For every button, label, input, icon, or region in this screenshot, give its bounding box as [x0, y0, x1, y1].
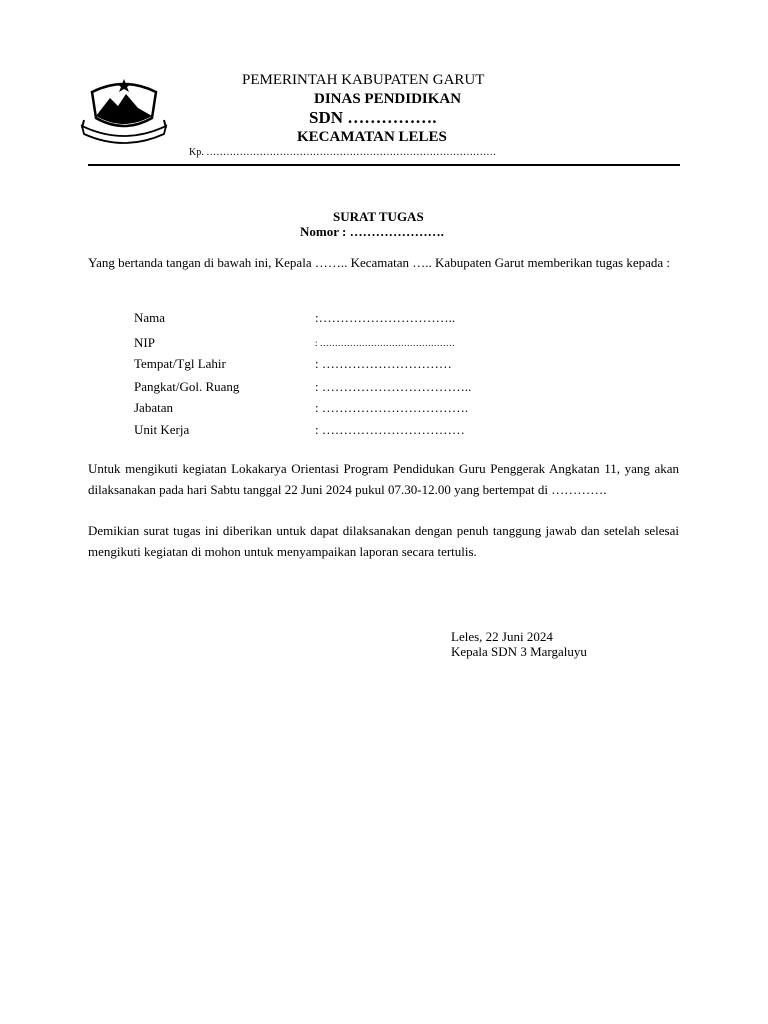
field-label-jabatan: Jabatan	[134, 400, 173, 415]
body-paragraph-closing: Demikian surat tugas ini diberikan untuk dapat dilaksanakan dengan penuh tanggung jawab dan setelah selesai mengikuti kegiatan di mohon untuk menyampaikan laporan secara tertulis.	[88, 523, 679, 559]
letter-number: Nomor : ………………….	[300, 224, 444, 239]
header-department-name: DINAS PENDIDIKAN	[314, 91, 462, 107]
garut-emblem-icon	[80, 74, 168, 150]
header-district-name: KECAMATAN LELES	[297, 129, 447, 145]
field-value-pangkat: : ……………………………..	[315, 379, 472, 394]
field-label-nip: NIP	[134, 335, 155, 350]
signature-place-date: Leles, 22 Juni 2024	[451, 629, 553, 644]
field-label-nama: Nama	[134, 310, 166, 325]
body-paragraph-activity: Untuk mengikuti kegiatan Lokakarya Orientasi Program Pendidukan Guru Penggerak Angkatan 11, yang akan dilaksanakan pada hari Sabtu tanggal 22 Juni 2024 pukul 07.30-12.00 yang bertempat di ………….	[88, 461, 679, 497]
header-school-name: SDN …………….	[309, 108, 437, 127]
intro-paragraph: Yang bertanda tangan di bawah ini, Kepala …….. Kecamatan ….. Kabupaten Garut memberikan tugas kepada :	[88, 255, 671, 270]
field-label-unit-kerja: Unit Kerja	[134, 422, 190, 437]
field-label-pangkat: Pangkat/Gol. Ruang	[134, 379, 240, 394]
field-label-ttl: Tempat/Tgl Lahir	[134, 356, 226, 371]
header-government-name: PEMERINTAH KABUPATEN GARUT	[242, 72, 485, 88]
field-value-ttl: : …………………………	[315, 356, 452, 371]
field-value-nip: : ………………………………………	[315, 338, 455, 348]
header-divider	[88, 164, 680, 166]
signature-position: Kepala SDN 3 Margaluyu	[451, 644, 587, 659]
letter-title: SURAT TUGAS	[333, 209, 424, 224]
field-value-nama: :…………………………..	[315, 310, 456, 325]
field-value-jabatan: : …………………………….	[315, 400, 469, 415]
header-address: Kp. ……………………………………………………………………………	[189, 147, 497, 158]
field-value-unit-kerja: : ……………………………	[315, 422, 465, 437]
